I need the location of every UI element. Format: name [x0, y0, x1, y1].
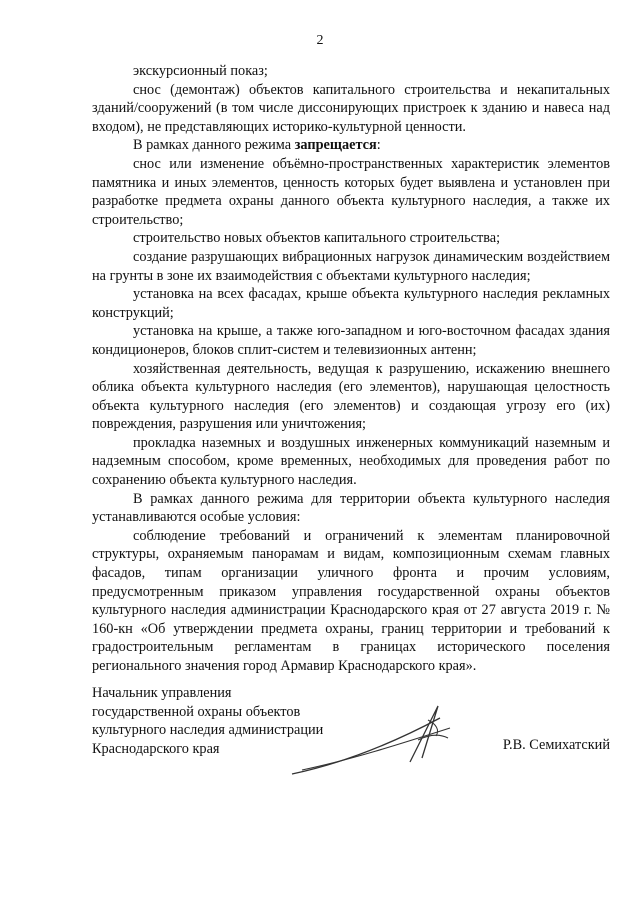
- paragraph-vibration: создание разрушающих вибрационных нагрузок динамическим воздействием на грунты в зоне их взаимодействия с объектами культурного наследия;: [92, 248, 610, 284]
- paragraph-advertising: установка на всех фасадах, крыше объекта культурного наследия рекламных конструкций;: [92, 286, 610, 321]
- paragraph-new-construction: строительство новых объектов капитального строительства;: [133, 230, 501, 247]
- position-line-4: Краснодарского края: [92, 740, 220, 757]
- paragraph-prohibited-heading: [92, 136, 610, 155]
- position-line-2: государственной охраны объектов: [92, 703, 301, 720]
- paragraph-compliance: соблюдение требований и ограничений к элементам планировочной структуры, охраняемым панорамам и видам, композиционным схемам главных фасадов, типам организации уличного фронта и прочим условиям, предусмотренным приказом управления государственной охраны объектов культурного наследия администрации Краснодарского края от 27 августа 2019 г. № 160-кн «Об утверждении предмета охраны, границ территории и требований к градостроительным регламентам в границах исторического поселения регионального значения город Армавир Краснодарского края».: [92, 527, 610, 674]
- signer-name: Р.В. Семихатский: [502, 737, 610, 753]
- signature-position: [92, 684, 323, 758]
- position-line-1: Начальник управления: [92, 685, 232, 701]
- body-text: [92, 62, 610, 676]
- prohibited-heading-pre: В рамках данного режима: [133, 137, 295, 154]
- paragraph-special-conditions-heading: В рамках данного режима для территории объекта культурного наследия устанавливаются особые условия:: [92, 490, 610, 526]
- paragraph-air-conditioners: установка на крыше, а также юго-западном и юго-восточном фасадах здания кондиционеров, блоков сплит-систем и телевизионных антенн;: [92, 323, 610, 358]
- position-line-3: культурного наследия администрации: [92, 722, 324, 739]
- paragraph-economic-activity: хозяйственная деятельность, ведущая к разрушению, искажению внешнего облика объекта культурного наследия (его элементов), нарушающая целостность объекта культурного наследия (его элементов) и создающая угрозу его (их) повреждения, разрушения или уничтожения;: [92, 360, 610, 433]
- prohibited-heading-bold: запрещается: [294, 137, 377, 154]
- paragraph-utilities: прокладка наземных и воздушных инженерных коммуникаций наземным и надземным способом, кроме временных, необходимых для проведения работ по сохранению объекта культурного наследия.: [92, 434, 610, 489]
- handwritten-signature: [290, 700, 460, 780]
- page-number: 2: [316, 33, 324, 48]
- prohibited-heading-post: :: [376, 137, 381, 154]
- paragraph-excursion: экскурсионный показ;: [133, 63, 268, 79]
- paragraph-demolition: снос (демонтаж) объектов капитального строительства и некапитальных зданий/сооружений (в том числе диссонирующих пристроек к зданию и навеса над входом), не представляющих историко-культурной ценности.: [92, 81, 610, 135]
- paragraph-volume-change: снос или изменение объёмно-пространственных характеристик элементов памятника и иных элементов, ценность которых будет выявлена и установлен при разработке предмета охраны данного объекта культурного наследия, а также их строительство;: [92, 155, 610, 228]
